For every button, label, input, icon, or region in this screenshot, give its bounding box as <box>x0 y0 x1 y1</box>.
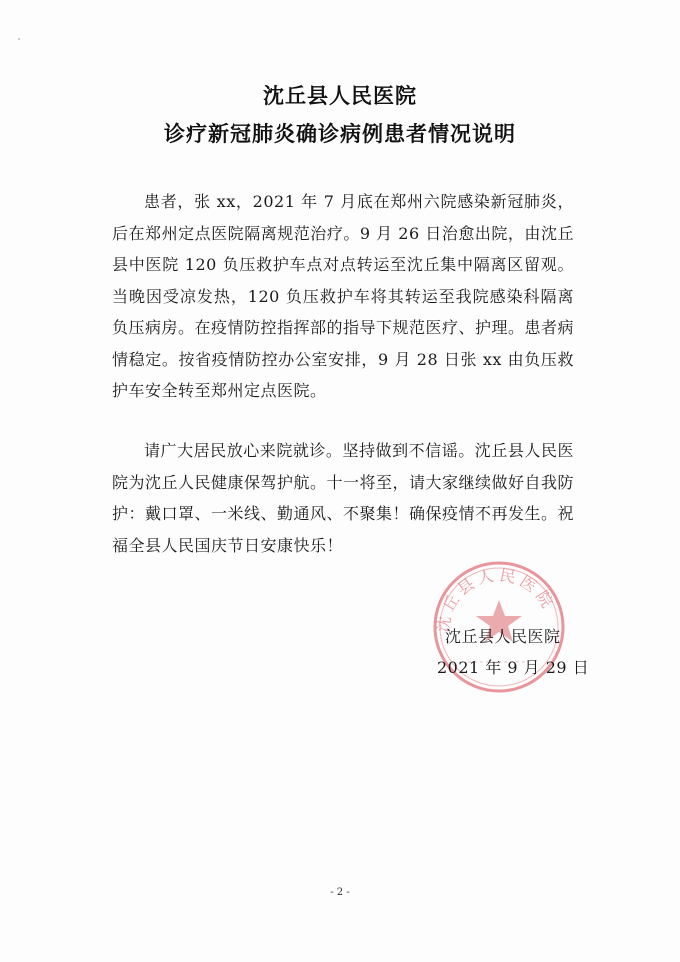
body-paragraph: 请广大居民放心来院就诊。坚持做到不信谣。沈丘县人民医院为沈丘人民健康保驾护航。十一将至，请大家继续做好自我防护：戴口罩、一米线、勤通风、不聚集！确保疫情不再发生。祝福全县人民国庆节日安康快乐！ <box>112 441 575 555</box>
document-title-organization: 沈丘县人民医院 <box>263 83 417 108</box>
document-title-subject: 诊疗新冠肺炎确诊病例患者情况说明 <box>164 121 516 146</box>
body-paragraph: 患者，张 xx，2021 年 7 月底在郑州六院感染新冠肺炎，后在郑州定点医院隔离规范治疗。9 月 26 日治愈出院，由沈丘县中医院 120 负压救护车点对点转运至沈丘集中隔离区留观。当晚因受凉发热，120 负压救护车将其转运至我院感染科隔离负压病房。在疫情防控指挥部的指导下规范医疗、护理。患者病情稳定。按省疫情防控办公室安排，9 月 28 日张 xx 由负压救护车安全转至郑州定点医院。 <box>112 192 575 400</box>
signature-organization: 沈丘县人民医院 <box>445 627 561 646</box>
seal-text: 沈丘县人民医院 <box>433 565 560 634</box>
signature-date: 2021 年 9 月 29 日 <box>437 658 590 677</box>
body-paragraph-1-container <box>112 186 574 407</box>
body-paragraph-2-container <box>112 435 574 561</box>
page-number: - 2 - <box>330 887 350 898</box>
scan-speck <box>18 38 20 40</box>
